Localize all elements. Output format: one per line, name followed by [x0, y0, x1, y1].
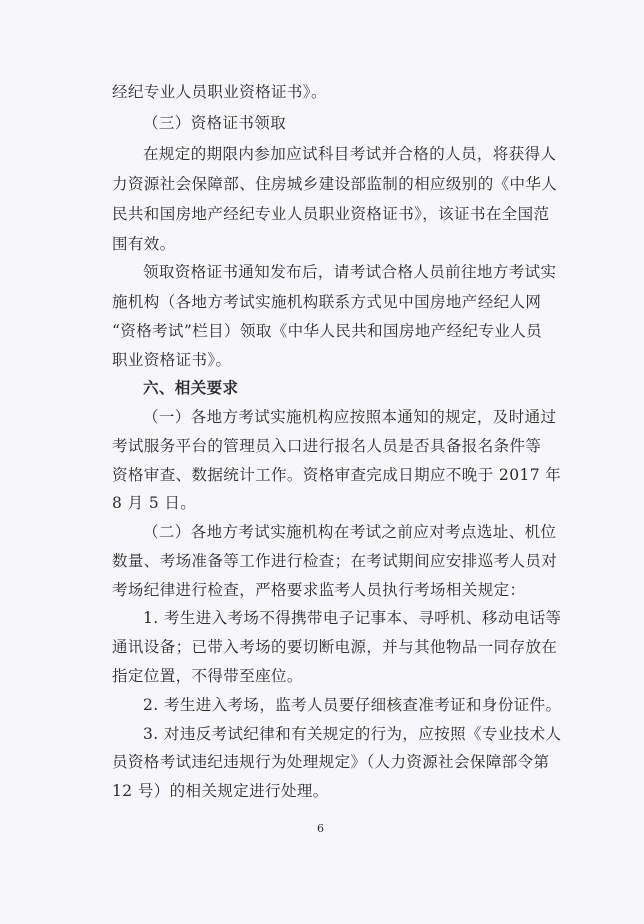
text-line: 1. 考生进入考场不得携带电子记事本、寻呼机、移动电话等: [143, 609, 562, 627]
text-line: 在规定的期限内参加应试科目考试并合格的人员，将获得人: [143, 145, 557, 163]
text-line: 资格审查、数据统计工作。资格审查完成日期应不晚于 2017 年: [112, 466, 562, 484]
section-heading: 六、相关要求: [143, 378, 239, 397]
text-line: 3. 对违反考试纪律和有关规定的行为，应按照《专业技术人: [143, 725, 562, 743]
text-line: （一）各地方考试实施机构应按照本通知的规定，及时通过: [143, 408, 557, 426]
text-line: 考试服务平台的管理员入口进行报名人员是否具备报名条件等: [112, 437, 542, 455]
page-number: 6: [317, 822, 324, 835]
text-line: 2. 考生进入考场，监考人员要仔细核查准考证和身份证件。: [143, 696, 562, 714]
text-line: 指定位置，不得带至座位。: [112, 667, 303, 685]
text-line: 力资源社会保障部、住房城乡建设部监制的相应级别的《中华人: [112, 175, 558, 193]
text-line: “资格考试”栏目）领取《中华人民共和国房地产经纪专业人员: [112, 322, 543, 340]
subsection-heading: （三）资格证书领取: [143, 114, 287, 132]
text-line: 考场纪律进行检查，严格要求监考人员执行考场相关规定：: [112, 581, 526, 599]
text-line: 施机构（各地方考试实施机构联系方式见中国房地产经纪人网: [112, 293, 542, 311]
text-line: 员资格考试违纪违规行为处理规定》（人力资源社会保障部令第: [112, 753, 550, 771]
text-line: 职业资格证书》。: [112, 351, 232, 369]
text-line: 12 号）的相关规定进行处理。: [112, 782, 329, 800]
text-line: 经纪专业人员职业资格证书》。: [112, 83, 327, 101]
text-line: 围有效。: [112, 235, 176, 253]
text-line: 领取资格证书通知发布后，请考试合格人员前往地方考试实: [143, 263, 557, 281]
text-line: 数量、考场准备等工作进行检查；在考试期间应安排巡考人员对: [112, 552, 558, 570]
text-line: （二）各地方考试实施机构在考试之前应对考点选址、机位: [143, 523, 557, 541]
text-line: 民共和国房地产经纪专业人员职业资格证书》，该证书在全国范: [112, 205, 550, 223]
text-line: 通讯设备；已带入考场的要切断电源，并与其他物品一同存放在: [112, 638, 558, 656]
text-line: 8 月 5 日。: [112, 494, 197, 512]
